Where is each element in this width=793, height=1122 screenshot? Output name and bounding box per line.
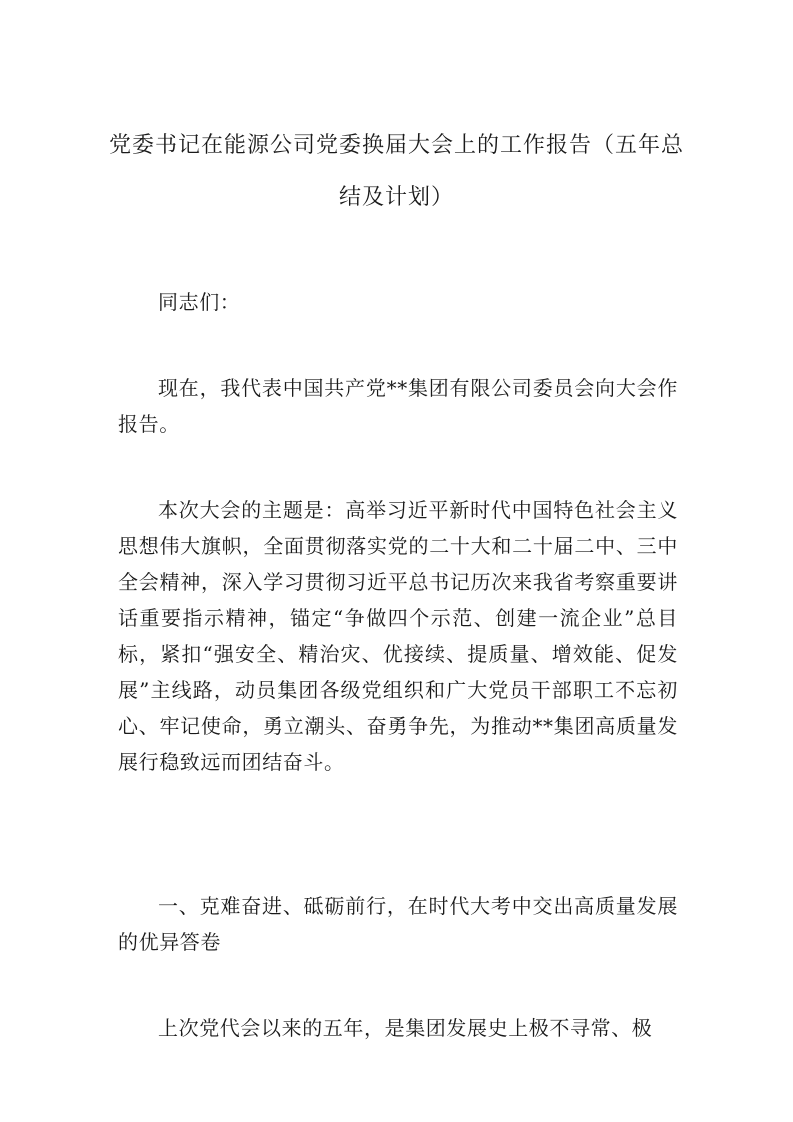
greeting: 同志们： <box>158 290 241 314</box>
document-title: 党委书记在能源公司党委换届大会上的工作报告（五年总结及计划） <box>108 133 684 210</box>
paragraph-intro: 现在，我代表中国共产党**集团有限公司委员会向大会作报告。 <box>118 376 678 436</box>
paragraph-review: 上次党代会以来的五年，是集团发展史上极不寻常、极 <box>158 1016 653 1040</box>
section-heading-1: 一、克难奋进、砥砺前行，在时代大考中交出高质量发展的优异答卷 <box>118 894 678 954</box>
paragraph-theme: 本次大会的主题是：高举习近平新时代中国特色社会主义思想伟大旗帜，全面贯彻落实党的二十大和二十届二中、三中全会精神，深入学习贯彻习近平总书记历次来我省考察重要讲话重要指示精神，锚定“争做四个示范、创建一流企业”总目标，紧扣“强安全、精治灾、优接续、提质量、增效能、促发展”主线路，动员集团各级党组织和广大党员干部职工不忘初心、牢记使命，勇立潮头、奋勇争先，为推动**集团高质量发展行稳致远而团结奋斗。 <box>118 498 678 774</box>
